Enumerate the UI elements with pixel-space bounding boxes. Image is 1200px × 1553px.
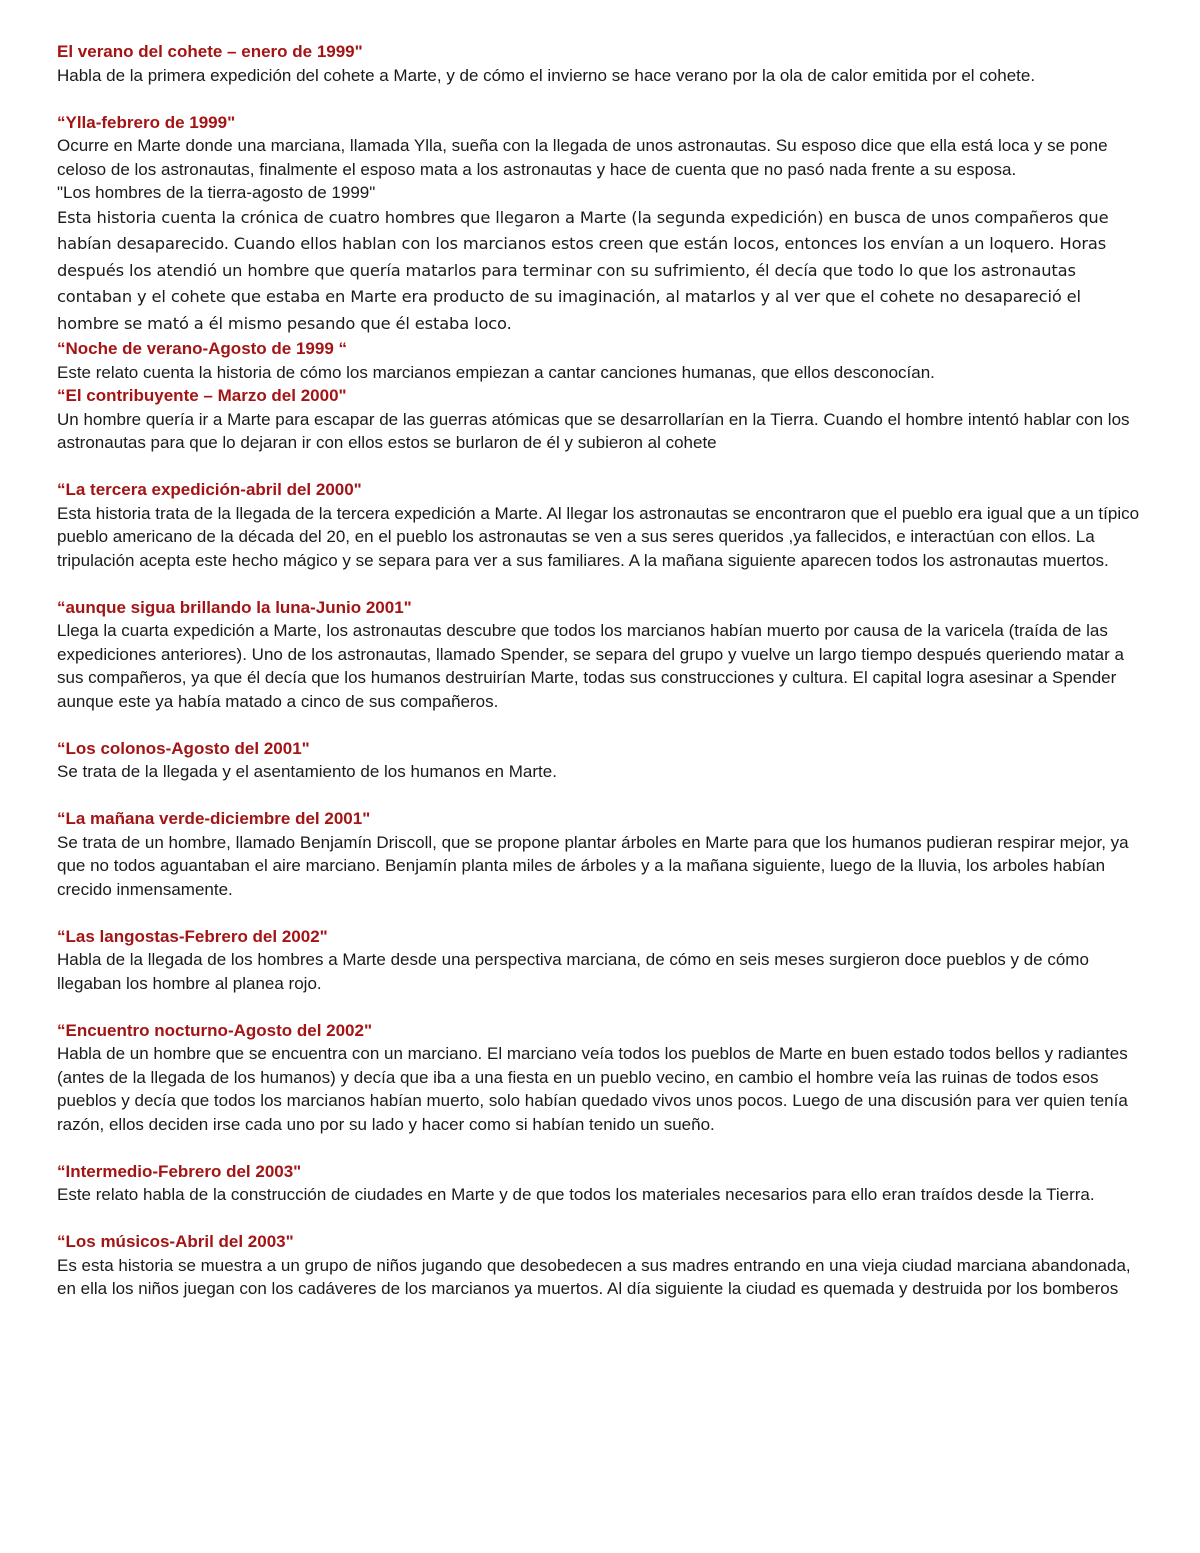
- section-title: “Las langostas-Febrero del 2002": [57, 926, 328, 946]
- section-title: “Noche de verano-Agosto de 1999 “: [57, 339, 348, 358]
- section-los-colonos: [57, 737, 1147, 784]
- section-body: Se trata de un hombre, llamado Benjamín Driscoll, que se propone plantar árboles en Marte para que los humanos pudieran respirar mejor, ya que no todos aguantaban el aire marciano. Benjamín planta miles de árboles y a la mañana siguiente, luego de la lluvia, los arboles habían crecido inmensamente.: [57, 832, 1129, 899]
- section-body: Un hombre quería ir a Marte para escapar de las guerras atómicas que se desarrollarían en la Tierra. Cuando el hombre intentó hablar con los astronautas para que lo dejaran ir con ellos estos se burlaron de él y subieron al cohete: [57, 409, 1130, 452]
- section-subtitle-plain: "Los hombres de la tierra-agosto de 1999": [57, 183, 376, 202]
- section-title: “aunque sigua brillando la luna-Junio 2001": [57, 597, 412, 617]
- section-body: Este relato cuenta la historia de cómo los marcianos empiezan a cantar canciones humanas, que ellos desconocían.: [57, 362, 935, 382]
- section-body: Ocurre en Marte donde una marciana, llamada Ylla, sueña con la llegada de unos astronautas. Su esposo dice que ella está loca y se pone celoso de los astronautas, finalmente el esposo mata a los astronautas y hace de cuenta que no pasó nada frente a su esposa.: [57, 136, 1108, 179]
- section-title: El verano del cohete – enero de 1999": [57, 42, 363, 61]
- section-body: Esta historia cuenta la crónica de cuatro hombres que llegaron a Marte (la segunda expedición) en busca de unos compañeros que habían desaparecido. Cuando ellos hablan con los marcianos estos creen que están locos, entonces los envían a un loquero. Horas después los atendió un hombre que quería matarlos para terminar con su sufrimiento, él decía que todo lo que los astronautas contaban y el cohete que estaba en Marte era producto de su imaginación, al matarlos y al ver que el cohete no desapareció el hombre se mató a él mismo pesando que él estaba loco.: [57, 207, 1109, 333]
- section-body: Habla de la llegada de los hombres a Marte desde una perspectiva marciana, de cómo en seis meses surgieron doce pueblos y de cómo llegaban los hombre al planea rojo.: [57, 950, 1089, 993]
- section-title: “Los colonos-Agosto del 2001": [57, 738, 310, 758]
- section-title: “La tercera expedición-abril del 2000": [57, 480, 362, 499]
- section-encuentro-nocturno: [57, 1019, 1147, 1137]
- section-la-tercera-expedicion: [57, 478, 1147, 572]
- section-el-contribuyente: [57, 384, 1147, 455]
- section-title: “Los músicos-Abril del 2003": [57, 1232, 294, 1251]
- section-ylla: [57, 111, 1147, 205]
- section-body: Esta historia trata de la llegada de la tercera expedición a Marte. Al llegar los astronautas se encontraron que el pueblo era igual que a un típico pueblo americano de la década del 20, en el pueblo los astronautas se ven a sus seres queridos ,ya fallecidos, e interactúan con ellos. La tripulación acepta este hecho mágico y se separa para ver a sus familiares. A la mañana siguiente aparecen todos los astronautas muertos.: [57, 503, 1140, 570]
- section-las-langostas: [57, 925, 1147, 996]
- section-body: Se trata de la llegada y el asentamiento de los humanos en Marte.: [57, 762, 557, 781]
- section-los-musicos: [57, 1230, 1147, 1301]
- section-intermedio: [57, 1160, 1147, 1207]
- section-title: “Intermedio-Febrero del 2003": [57, 1161, 302, 1181]
- section-aunque-sigua-brillando-la-luna: [57, 596, 1147, 714]
- section-body: Llega la cuarta expedición a Marte, los astronautas descubre que todos los marcianos habían muerto por causa de la varicela (traída de las expediciones anteriores). Uno de los astronautas, llamado Spender, se separa del grupo y vuelve un largo tiempo después queriendo matar a sus compañeros, ya que él decía que los humanos destruirían Marte, todas sus construcciones y cultura. El capital logra asesinar a Spender aunque este ya había matado a cinco de sus compañeros.: [57, 621, 1124, 711]
- document-page: [57, 40, 1147, 1301]
- section-los-hombres-de-la-tierra: [57, 205, 1147, 338]
- section-title: “Encuentro nocturno-Agosto del 2002": [57, 1020, 373, 1040]
- section-noche-de-verano: [57, 337, 1147, 384]
- section-body: Habla de la primera expedición del cohete a Marte, y de cómo el invierno se hace verano por la ola de calor emitida por el cohete.: [57, 65, 1036, 85]
- section-body: Este relato habla de la construcción de ciudades en Marte y de que todos los materiales necesarios para ello eran traídos desde la Tierra.: [57, 1185, 1095, 1204]
- section-body: Es esta historia se muestra a un grupo de niños jugando que desobedecen a sus madres entrando en una vieja ciudad marciana abandonada, en ella los niños juegan con los cadáveres de los marcianos ya muertos. Al día siguiente la ciudad es quemada y destruida por los bomberos: [57, 1255, 1131, 1298]
- section-title: “El contribuyente – Marzo del 2000": [57, 386, 347, 405]
- section-title: “Ylla-febrero de 1999": [57, 112, 236, 132]
- section-body: Habla de un hombre que se encuentra con un marciano. El marciano veía todos los pueblos de Marte en buen estado todos bellos y radiantes (antes de la llegada de los humanos) y decía que iba a una fiesta en un pueblo vecino, en cambio el hombre veía las ruinas de todos esos pueblos y decía que todos los marcianos habían muerto, solo habían quedado vivos unos pocos. Luego de una discusión para ver quien tenía razón, ellos deciden irse cada uno por su lado y hacer como si habían tenido un sueño.: [57, 1044, 1128, 1134]
- section-title: “La mañana verde-diciembre del 2001": [57, 809, 371, 828]
- section-la-manana-verde: [57, 807, 1147, 901]
- section-el-verano-del-cohete: [57, 40, 1147, 87]
